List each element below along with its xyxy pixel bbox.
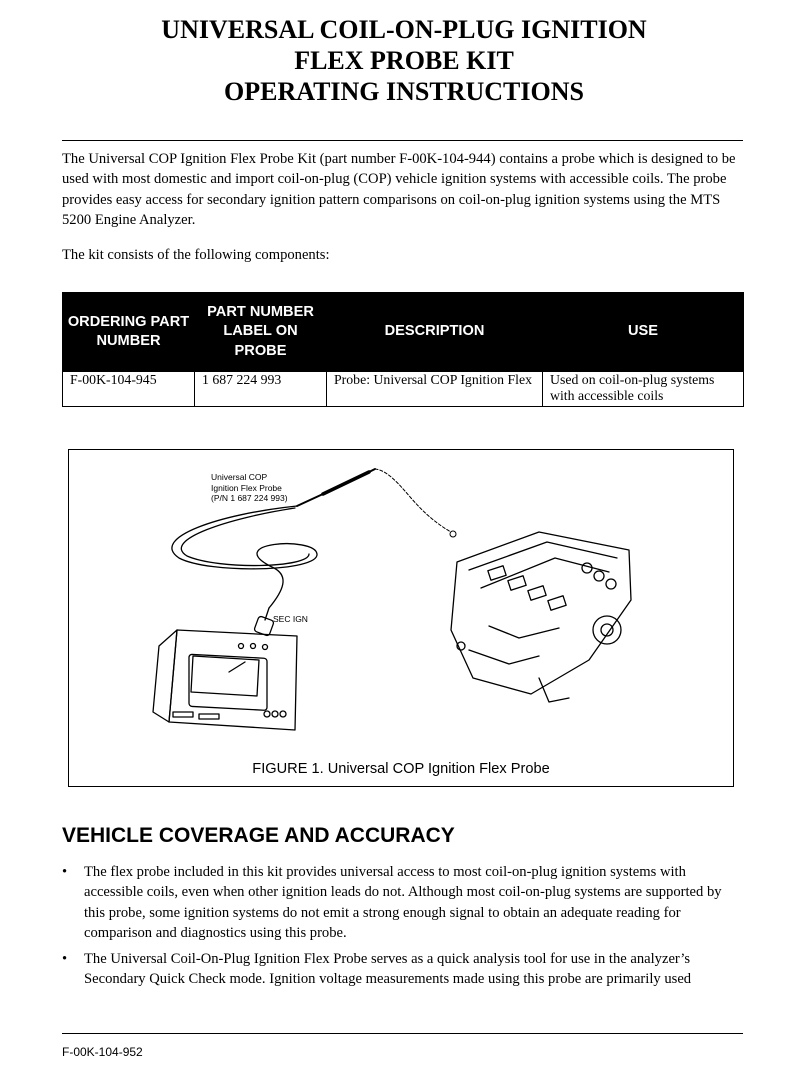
sec-ign-label: SEC IGN (273, 614, 308, 624)
probe-cable-icon (172, 506, 317, 636)
probe-illustration (69, 450, 733, 750)
cell-part-number-label: 1 687 224 993 (195, 372, 327, 407)
header-description: DESCRIPTION (327, 293, 543, 372)
table-row (63, 372, 744, 407)
coverage-bullet-list (62, 862, 746, 996)
bullet-icon: • (62, 951, 68, 968)
flex-probe-icon (297, 469, 375, 506)
list-item (62, 949, 746, 990)
list-item-text: The Universal Coil-On-Plug Ignition Flex Probe serves as a quick analysis tool for use in the analyzer’s Secondary Quick Check mode. Ignition voltage measurements made using this probe are primarily used (84, 951, 692, 988)
probe-label-line-1: Universal COP (211, 472, 268, 482)
engine-icon (451, 532, 631, 702)
list-item-text: The flex probe included in this kit provides universal access to most coil-on-plug ignition systems with accessible coils, even when other ignition leads do not. Although most coil-on-plug systems are supported by this probe, some ignition systems do not emit a strong enough signal to obtain an adequate reading for comparison and diagnostics using this probe. (84, 864, 722, 941)
header-use: USE (543, 293, 744, 372)
bullet-icon: • (62, 864, 68, 880)
title-line-3: OPERATING INSTRUCTIONS (224, 77, 584, 106)
components-table (62, 292, 744, 407)
probe-label-line-2: Ignition Flex Probe (211, 482, 282, 493)
footer-divider (62, 1033, 743, 1034)
cell-ordering-part-number: F-00K-104-945 (63, 372, 195, 407)
cell-description: Probe: Universal COP Ignition Flex (327, 372, 543, 407)
figure-1 (68, 449, 734, 787)
intro-paragraph: The Universal COP Ignition Flex Probe Kit (part number F-00K-104-944) contains a probe which is designed to be used with most domestic and import coil-on-plug (COP) vehicle ignition systems with accessible coils. The probe provides easy access for secondary ignition pattern comparisons on coil-on-plug ignition systems using the MTS 5200 Engine Analyzer. (62, 151, 736, 228)
figure-caption: FIGURE 1. Universal COP Ignition Flex Probe (252, 761, 550, 777)
cell-use: Used on coil-on-plug systems with accessible coils (543, 372, 744, 407)
engine-analyzer-icon (153, 630, 297, 730)
table-header-row (63, 293, 744, 372)
components-intro: The kit consists of the following components: (62, 247, 330, 263)
title-line-2: FLEX PROBE KIT (294, 46, 514, 75)
probe-label-line-3: (P/N 1 687 224 993) (211, 493, 288, 503)
header-ordering-part-number: ORDERING PART NUMBER (63, 293, 195, 372)
bead-chain-icon (375, 469, 456, 537)
title-divider (62, 140, 743, 141)
title-line-1: UNIVERSAL COIL-ON-PLUG IGNITION (161, 15, 647, 44)
document-title (0, 14, 808, 107)
section-heading: VEHICLE COVERAGE AND ACCURACY (62, 824, 455, 847)
header-part-number-label: PART NUMBER LABEL ON PROBE (195, 293, 327, 372)
list-item (62, 862, 746, 943)
footer-document-number: F-00K-104-952 (62, 1045, 143, 1059)
